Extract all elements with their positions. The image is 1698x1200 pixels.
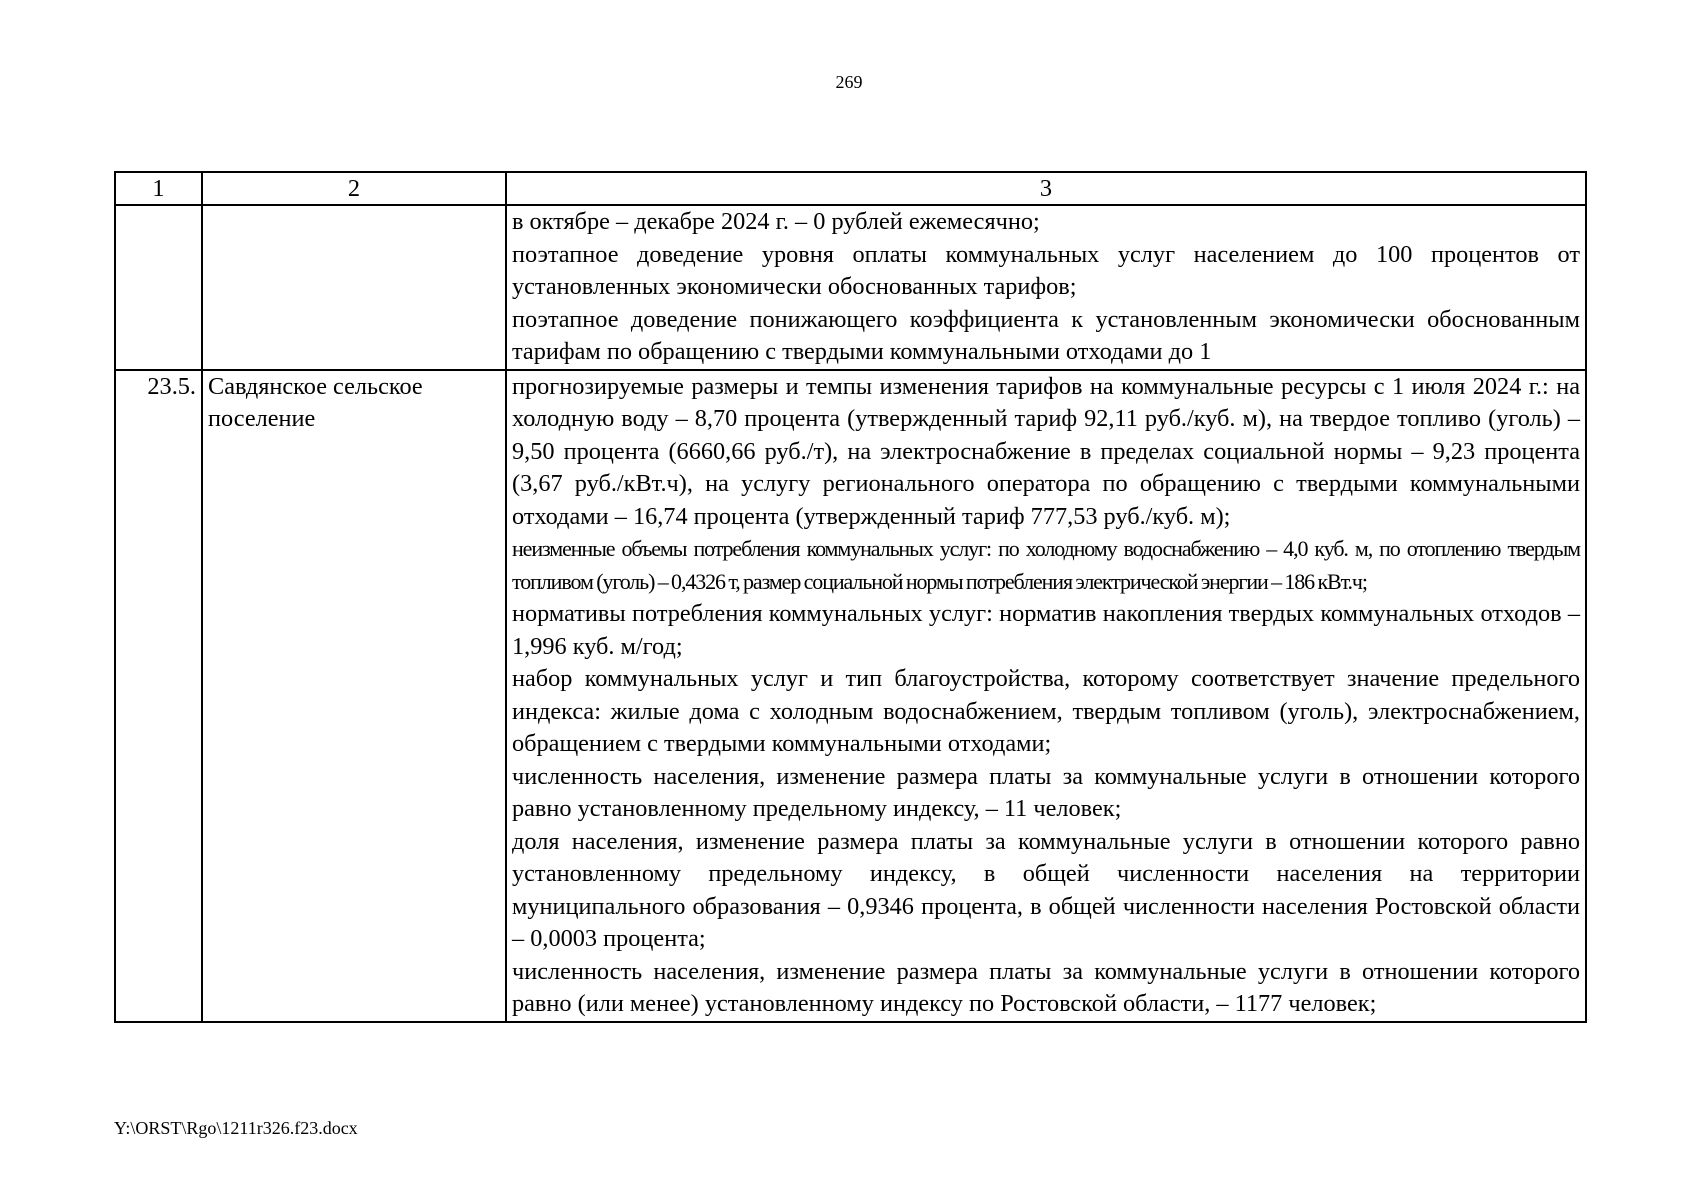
- header-cell-2: 2: [202, 172, 506, 205]
- row-number-cell: [115, 205, 202, 370]
- description-paragraph: неизменные объемы потребления коммунальных услуг: по холодному водоснабжению – 4,0 куб. м, по отоплению твердым топливом (уголь) – 0,4326 т, размер социальной нормы потребления электрической энергии – 186 кВт.ч;: [512, 536, 1580, 594]
- description-paragraph: набор коммунальных услуг и тип благоустройства, которому соответствует значение предельного индекса: жилые дома с холодным водоснабжением, твердым топливом (уголь), электроснабжением, обращением с твердыми коммунальными отходами;: [512, 665, 1580, 757]
- header-cell-3: 3: [506, 172, 1586, 205]
- description-cell: [506, 370, 1586, 1022]
- description-paragraph: прогнозируемые размеры и темпы изменения тарифов на коммунальные ресурсы с 1 июля 2024 г.: на холодную воду – 8,70 процента (утвержденный тариф 92,11 руб./куб. м), на твердое топливо (уголь) – 9,50 процента (6660,66 руб./т), на электроснабжение в пределах социальной нормы – 9,23 процента (3,67 руб./кВт.ч), на услугу регионального оператора по обращению с твердыми коммунальными отходами – 16,74 процента (утвержденный тариф 777,53 руб./куб. м);: [512, 372, 1580, 530]
- description-paragraph: численность населения, изменение размера платы за коммунальные услуги в отношении которого равно (или менее) установленному индексу по Ростовской области, – 1177 человек;: [512, 957, 1580, 1017]
- description-paragraph: доля населения, изменение размера платы за коммунальные услуги в отношении которого равно установленному предельному индексу, в общей численности населения на территории муниципального образования – 0,9346 процента, в общей численности населения Ростовской области – 0,0003 процента;: [512, 827, 1580, 952]
- settlement-name-cell: [202, 205, 506, 370]
- description-paragraph: численность населения, изменение размера платы за коммунальные услуги в отношении которого равно установленному предельному индексу, – 11 человек;: [512, 762, 1580, 822]
- description-paragraph: поэтапное доведение понижающего коэффициента к установленным экономически обоснованным тарифам по обращению с твердыми коммунальными отходами до 1: [512, 305, 1580, 365]
- tariff-table: [114, 171, 1587, 1023]
- table-row: [115, 205, 1586, 370]
- file-path-footer: Y:\ORST\Rgo\1211r326.f23.docx: [114, 1118, 358, 1138]
- description-paragraph: поэтапное доведение уровня оплаты коммунальных услуг населением до 100 процентов от установленных экономически обоснованных тарифов;: [512, 240, 1580, 300]
- description-cell: [506, 205, 1586, 370]
- table-row: [115, 370, 1586, 1022]
- settlement-name-cell: Савдянское сельское поселение: [202, 370, 506, 1022]
- table-header-row: [115, 172, 1586, 205]
- page-number: 269: [835, 72, 863, 92]
- row-number-cell: 23.5.: [115, 370, 202, 1022]
- header-cell-1: 1: [115, 172, 202, 205]
- description-paragraph: нормативы потребления коммунальных услуг: норматив накопления твердых коммунальных отходов – 1,996 куб. м/год;: [512, 600, 1580, 660]
- description-paragraph: в октябре – декабре 2024 г. – 0 рублей ежемесячно;: [512, 208, 1040, 235]
